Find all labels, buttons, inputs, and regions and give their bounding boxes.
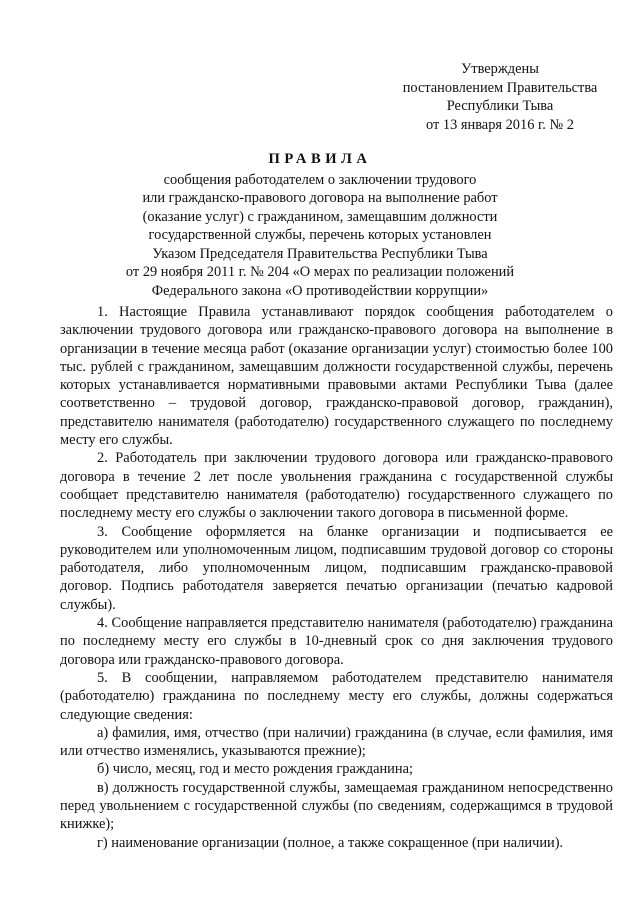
paragraph-4: 4. Сообщение направляется представителю нанимателя (работодателю) гражданина по последнему месту его службы в 10-дневный срок со дня заключения трудового договора или гражданско-правового договора. [60, 615, 613, 668]
subtitle-line: от 29 ноября 2011 г. № 204 «О мерах по реализации положений [125, 264, 515, 280]
subtitle-line: сообщения работодателем о заключении трудового [163, 171, 477, 188]
approval-line: постановлением Правительства [402, 79, 598, 96]
document-heading: ПРАВИЛА [268, 151, 372, 167]
list-item-a: а) фамилия, имя, отчество (при наличии) гражданина (в случае, если фамилия, имя или отчество изменялись, указываются прежние); [60, 724, 613, 760]
subtitle-line: Указом Председателя Правительства Республики Тыва [152, 245, 488, 262]
list-item-b: б) число, месяц, год и место рождения гражданина; [97, 761, 413, 778]
paragraph-2: 2. Работодатель при заключении трудового договора или гражданско-правового договора в течение 2 лет после увольнения гражданина с государственной службы сообщает представителю нанимателя (работодателю) государственного служащего по последнему месту его службы о заключении такого договора в письменной форме. [60, 450, 613, 522]
subtitle-line: или гражданско-правового договора на выполнение работ [142, 190, 498, 206]
list-item-v: в) должность государственной службы, замещаемая гражданином непосредственно перед увольнением с государственной службы (по сведениям, содержащимся в трудовой книжке); [60, 779, 613, 833]
subtitle-line: (оказание услуг) с гражданином, замещавшим должности [142, 208, 498, 225]
subtitle-line: Федерального закона «О противодействии коррупции» [151, 282, 489, 299]
document-title [60, 150, 580, 300]
approval-line: Утверждены [461, 61, 539, 77]
paragraph-1: 1. Настоящие Правила устанавливают порядок сообщения работодателем о заключении трудового договора или гражданско-правового договора на выполнение в организации в течение месяца работ (оказание организации услуг) стоимостью более 100 тыс. рублей с гражданином, замещавшим должности государственной службы, перечень которых устанавливается нормативными правовыми актами Республики Тыва (далее соответственно – трудовой договор, гражданско-правовой договор, гражданин), представителю нанимателя (работодателю) государственного служащего по последнему месту его службы. [60, 304, 613, 449]
approval-line: от 13 января 2016 г. № 2 [426, 116, 574, 133]
subtitle-line: государственной службы, перечень которых установлен [148, 227, 492, 243]
approval-stamp [380, 60, 620, 134]
list-item-g: г) наименование организации (полное, а также сокращенное (при наличии). [97, 834, 564, 851]
paragraph-3: 3. Сообщение оформляется на бланке организации и подписывается ее руководителем или уполномоченным лицом, подписавшим трудовой договор со стороны работодателя, либо уполномоченным лицом, подписавшим гражданско-правовой договор. Подпись работодателя заверяется печатью организации (печатью кадровой службы). [60, 523, 613, 613]
approval-line: Республики Тыва [446, 98, 554, 114]
paragraph-5: 5. В сообщении, направляемом работодателем представителю нанимателя (работодателю) гражданина по последнему месту его службы, должны содержаться следующие сведения: [60, 669, 613, 723]
document-body [60, 303, 613, 852]
